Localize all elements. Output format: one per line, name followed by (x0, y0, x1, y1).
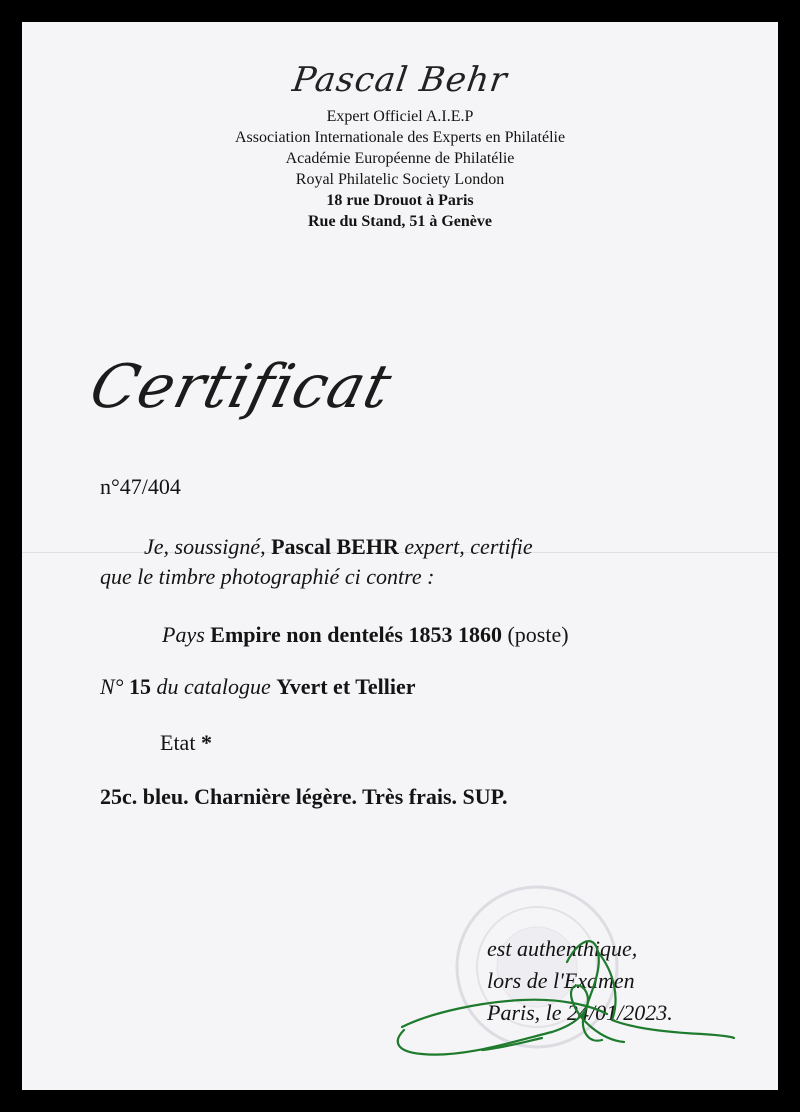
country-line (162, 622, 569, 648)
letterhead-address-geneve: Rue du Stand, 51 à Genève (307, 213, 493, 230)
country-value: Empire non dentelés 1853 1860 (210, 622, 502, 647)
statement-role: expert, certifie (404, 534, 533, 559)
catalogue-label: N° (100, 674, 124, 699)
letterhead-line-4: Royal Philatelic Society London (295, 171, 505, 188)
condition-label: Etat (160, 730, 196, 755)
catalogue-line (100, 674, 416, 700)
letterhead-address-paris: 18 rue Drouot à Paris (326, 192, 474, 209)
country-suffix: (poste) (507, 622, 569, 647)
expert-name: Pascal BEHR (271, 534, 399, 559)
letterhead-line-1: Expert Officiel A.I.E.P (326, 108, 474, 125)
condition-value: * (200, 730, 212, 755)
closing-line-3: Paris, le 24/01/2023. (487, 1000, 673, 1025)
certificate-number: n°47/404 (100, 474, 181, 499)
condition-line (160, 730, 212, 756)
statement-line-1 (144, 534, 533, 560)
letterhead (22, 60, 778, 232)
letterhead-line-3: Académie Européenne de Philatélie (285, 150, 515, 167)
statement-line-2: que le timbre photographié ci contre : (100, 564, 435, 589)
letterhead-line-2: Association Internationale des Experts en Philatélie (234, 129, 566, 146)
country-label: Pays (162, 622, 205, 647)
statement-intro: Je, soussigné, (144, 534, 266, 559)
closing-line-1: est authenthique, (487, 936, 638, 961)
stamp-description: 25c. bleu. Charnière légère. Très frais. SUP. (100, 784, 508, 809)
certificate-title: Certificat (83, 352, 400, 422)
catalogue-middle: du catalogue (156, 674, 271, 699)
catalogue-name: Yvert et Tellier (276, 674, 416, 699)
brand-logo: Pascal Behr (290, 60, 510, 100)
certificate-page (22, 22, 778, 1090)
catalogue-number: 15 (128, 674, 151, 699)
handwritten-signature (362, 902, 742, 1082)
closing-line-2: lors de l'Examen (487, 968, 635, 993)
